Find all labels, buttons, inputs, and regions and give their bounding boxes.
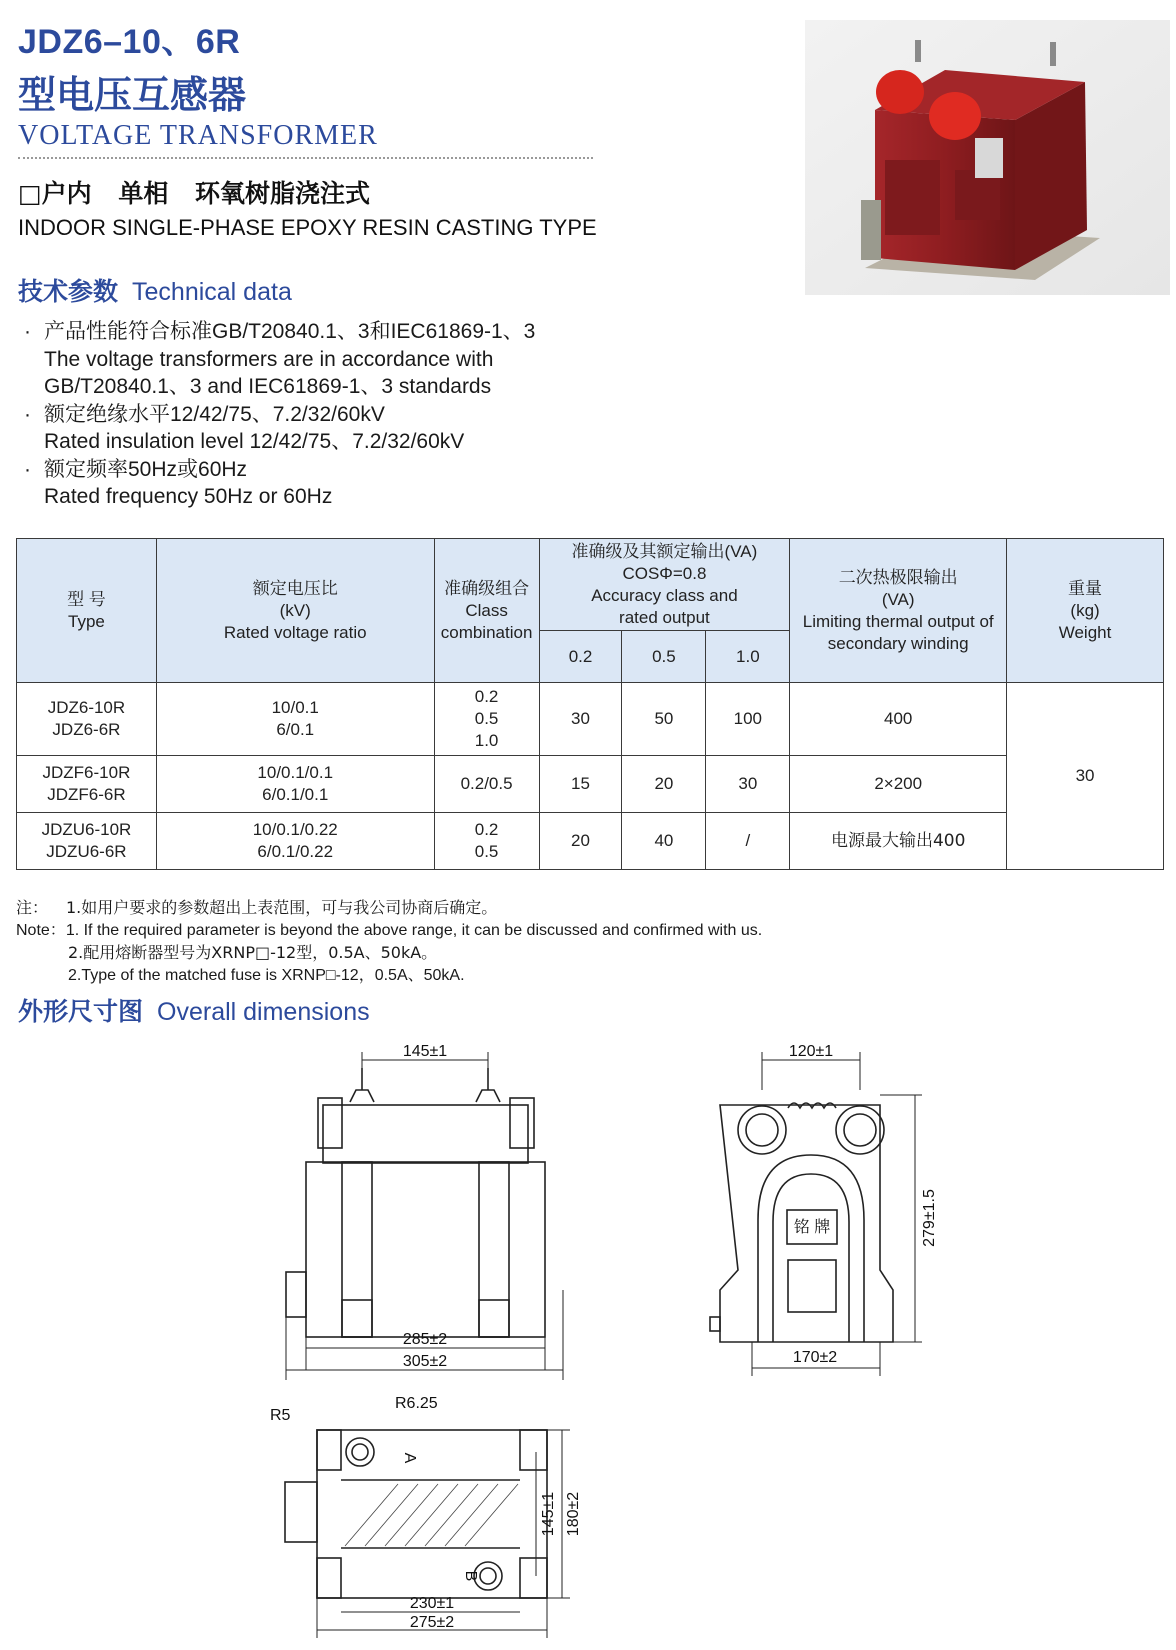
title-english: VOLTAGE TRANSFORMER (18, 120, 378, 151)
note-line-2-en: 2.Type of the matched fuse is XRNP□-12，0.5A、50kA. (68, 967, 465, 984)
cell-class: 0.2/0.5 (434, 756, 539, 813)
dim-side-height: 279±1.5 (921, 1189, 938, 1247)
product-photo (805, 20, 1170, 295)
cell-output-0-5: 50 (622, 683, 706, 756)
bullet-insulation-cn: · 额定绝缘水平12/42/75、7.2/32/60kV (22, 401, 535, 429)
table-row (17, 756, 1164, 813)
cell-output-0-2: 30 (539, 683, 622, 756)
bullet-dot: · (24, 320, 31, 343)
dim-side-top: 120±1 (788, 1043, 834, 1060)
product-model: JDZ6–10、6R (18, 23, 241, 61)
bullet-dot: · (24, 457, 31, 481)
bullet-standards-en-2: GB/T20840.1、3 and IEC61869-1、3 standards (44, 375, 492, 398)
radius-r625-label: R6.25 (395, 1395, 438, 1412)
subtitle-chinese: □户内 单相 环氧树脂浇注式 (18, 179, 371, 208)
spec-bullet-list (22, 318, 535, 511)
dim-side-bottom: 170±2 (792, 1349, 838, 1366)
section-heading-technical-cn: 技术参数 (18, 277, 119, 306)
cell-ratio: 10/0.1/0.22 6/0.1/0.22 (156, 813, 434, 870)
front-view (286, 1068, 545, 1337)
dim-plan-outer-width: 275±2 (409, 1614, 455, 1631)
dim-front-top: 145±1 (402, 1043, 448, 1060)
title-chinese: 型电压互感器 (18, 73, 247, 117)
cell-output-0-5: 40 (622, 813, 706, 870)
nameplate-label: 铭 牌 (793, 1219, 831, 1236)
cell-class: 0.2 0.5 (434, 813, 539, 870)
note-line-2-cn: 2.配用熔断器型号为XRNP□-12型，0.5A、50kA。 (68, 943, 438, 962)
notes (16, 897, 762, 987)
header-voltage-ratio: 额定电压比 (kV) Rated voltage ratio (156, 539, 434, 683)
cell-output-1-0: 100 (706, 683, 790, 756)
bullet-frequency-en: Rated frequency 50Hz or 60Hz (44, 485, 333, 508)
dim-plan-inner-height: 145±1 (540, 1491, 557, 1537)
bullet-frequency-cn: · 额定频率50Hz或60Hz (22, 456, 535, 484)
cell-thermal: 2×200 (790, 756, 1007, 813)
cell-output-1-0: 30 (706, 756, 790, 813)
dimension-drawings (0, 1035, 1176, 1650)
radius-r5-label: R5 (270, 1407, 291, 1424)
cell-class: 0.2 0.5 1.0 (434, 683, 539, 756)
note-line-1-en: Note：1. If the required parameter is beyond the above range, it can be discussed and confirmed with us. (16, 922, 763, 939)
cell-type: JDZ6-10R JDZ6-6R (17, 683, 157, 756)
bullet-standards-en-1: The voltage transformers are in accordance with (44, 347, 494, 371)
section-heading-technical-en: Technical data (132, 278, 292, 306)
terminal-a-mark: A (401, 1452, 418, 1464)
header-class-0-5: 0.5 (622, 631, 706, 683)
cell-thermal: 电源最大输出400 (790, 813, 1007, 870)
technical-data-table (16, 538, 1164, 870)
cell-output-0-2: 15 (539, 756, 622, 813)
cell-type: JDZU6-10R JDZU6-6R (17, 813, 157, 870)
header-thermal-output: 二次热极限输出 (VA) Limiting thermal output of secondary winding (790, 539, 1007, 683)
section-heading-technical (18, 272, 292, 308)
dim-front-bottom-inner: 285±2 (402, 1331, 448, 1348)
cell-thermal: 400 (790, 683, 1007, 756)
header-class-0-2: 0.2 (539, 631, 622, 683)
section-heading-dimensions-cn: 外形尺寸图 (18, 997, 144, 1026)
table-row (17, 813, 1164, 870)
plan-hatching (345, 1484, 518, 1546)
cell-weight: 30 (1007, 683, 1164, 870)
subtitle-english: INDOOR SINGLE-PHASE EPOXY RESIN CASTING TYPE (18, 215, 597, 240)
cell-ratio: 10/0.1 6/0.1 (156, 683, 434, 756)
header-accuracy-output: 准确级及其额定输出(VA) COSΦ=0.8 Accuracy class and rated output (539, 539, 790, 631)
bullet-standards-cn: · 产品性能符合标准GB/T20840.1、3和IEC61869-1、3 (22, 318, 535, 346)
table-row (17, 683, 1164, 756)
header-class-1-0: 1.0 (706, 631, 790, 683)
header-class-combination: 准确级组合 Class combination (434, 539, 539, 683)
terminal-b-mark: B (462, 1570, 479, 1582)
cell-ratio: 10/0.1/0.1 6/0.1/0.1 (156, 756, 434, 813)
cell-output-0-2: 20 (539, 813, 622, 870)
cell-output-0-5: 20 (622, 756, 706, 813)
dim-plan-outer-height: 180±2 (565, 1491, 582, 1537)
cell-output-1-0: / (706, 813, 790, 870)
bullet-insulation-en: Rated insulation level 12/42/75、7.2/32/60kV (44, 430, 465, 453)
header-weight: 重量 (kg) Weight (1007, 539, 1164, 683)
section-heading-dimensions (18, 992, 370, 1028)
dim-plan-inner-width: 230±1 (409, 1595, 455, 1612)
cell-type: JDZF6-10R JDZF6-6R (17, 756, 157, 813)
header-type: 型 号 Type (17, 539, 157, 683)
dotted-divider (18, 157, 593, 159)
bullet-dot: · (24, 402, 31, 426)
dim-front-bottom-outer: 305±2 (402, 1353, 448, 1370)
section-heading-dimensions-en: Overall dimensions (157, 998, 370, 1026)
note-line-1-cn: 注： 1.如用户要求的参数超出上表范围，可与我公司协商后确定。 (16, 898, 498, 917)
